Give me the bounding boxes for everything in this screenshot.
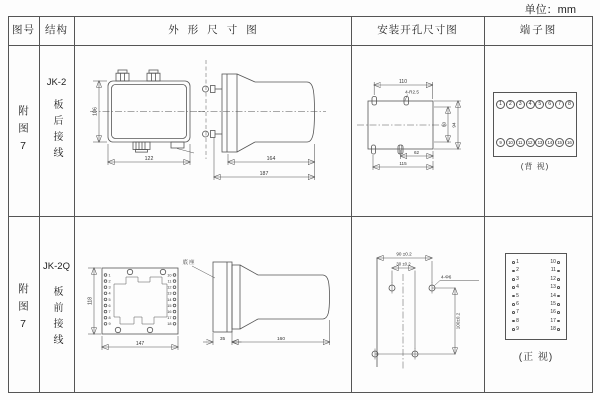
plate-terminal-6: 6 bbox=[108, 303, 111, 308]
row1-wiring: 板后接线 bbox=[51, 99, 62, 163]
dim-r2-front-height: 118 bbox=[87, 297, 94, 305]
dim-r1-outer-height: 94 bbox=[451, 122, 457, 128]
terminal-row bbox=[512, 294, 560, 299]
terminal-2: 2 bbox=[506, 100, 515, 109]
terminal-num-18: 18 bbox=[550, 326, 556, 332]
row2-plate-terminals-left bbox=[104, 273, 110, 326]
terminal-num-10: 10 bbox=[550, 259, 556, 265]
terminal-3: 3 bbox=[516, 100, 525, 109]
unit-label: 单位：mm bbox=[524, 4, 576, 16]
row1-terminals-bottom bbox=[496, 138, 574, 147]
terminal-row bbox=[512, 302, 560, 307]
dim-r2-hole-note: 4-Φ6 bbox=[441, 274, 452, 280]
plate-terminal-4: 4 bbox=[108, 291, 111, 296]
row2-terminal-box bbox=[505, 253, 567, 340]
dim-r1-top-width: 110 bbox=[399, 79, 407, 85]
dim-r1-inner-width: 62 bbox=[413, 150, 420, 155]
plate-terminal-10: 10 bbox=[167, 273, 172, 278]
dim-r2-v-span: 100±0.2 bbox=[455, 312, 461, 330]
terminal-dot bbox=[557, 328, 560, 331]
row1-fig-no-cell bbox=[8, 100, 39, 164]
terminal-dot bbox=[512, 303, 515, 306]
terminal-dot bbox=[557, 278, 560, 281]
terminal-row bbox=[512, 319, 560, 324]
terminal-num-8: 8 bbox=[516, 317, 519, 324]
terminal-row bbox=[512, 268, 560, 273]
row1-mounting-view bbox=[357, 79, 461, 170]
terminal-row bbox=[512, 285, 560, 290]
terminal-dot bbox=[512, 311, 515, 314]
plate-terminal-9: 9 bbox=[108, 322, 111, 327]
row2-wiring-cell bbox=[39, 281, 74, 355]
terminal-16: 16 bbox=[565, 138, 574, 147]
row2-wiring: 板前接线 bbox=[51, 286, 62, 350]
terminal-num-17: 17 bbox=[550, 317, 556, 324]
terminal-row bbox=[512, 310, 560, 315]
terminal-1: 1 bbox=[496, 100, 505, 109]
dim-r2-base-depth: 35 bbox=[219, 337, 226, 342]
terminal-num-9: 9 bbox=[516, 326, 519, 332]
row2-fig-no: 附图7 bbox=[17, 283, 29, 337]
header-outline: 外形尺寸图 bbox=[168, 24, 266, 36]
base-label: 底座 bbox=[182, 260, 196, 266]
terminal-dot bbox=[512, 286, 515, 289]
terminal-dot bbox=[557, 270, 560, 273]
dim-r2-front-width: 147 bbox=[135, 341, 145, 347]
terminal-13: 13 bbox=[535, 138, 544, 147]
dim-r1-front-width: 122 bbox=[144, 156, 154, 162]
terminal-num-16: 16 bbox=[550, 309, 556, 316]
plate-terminal-14: 14 bbox=[167, 297, 172, 302]
terminal-7: 7 bbox=[555, 100, 564, 109]
plate-terminal-16: 16 bbox=[167, 310, 172, 314]
terminal-num-4: 4 bbox=[516, 284, 519, 291]
row1-model: JK-2 bbox=[46, 77, 67, 88]
row1-side-view bbox=[198, 60, 326, 180]
terminal-num-5: 5 bbox=[516, 292, 519, 299]
terminal-num-6: 6 bbox=[516, 300, 519, 307]
plate-terminal-11: 11 bbox=[167, 279, 172, 284]
terminal-12: 12 bbox=[526, 138, 535, 147]
terminal-num-13: 13 bbox=[550, 284, 556, 291]
row2-front-view bbox=[88, 258, 216, 350]
terminal-num-14: 14 bbox=[550, 292, 556, 299]
terminal-14: 14 bbox=[545, 138, 554, 147]
plate-terminal-12: 12 bbox=[167, 285, 172, 290]
header-structure: 结构 bbox=[45, 24, 68, 36]
terminal-4: 4 bbox=[526, 100, 535, 109]
terminal-row bbox=[512, 260, 560, 265]
terminal-5: 5 bbox=[535, 100, 544, 109]
row2-side-view bbox=[203, 262, 330, 345]
terminal-num-3: 3 bbox=[516, 275, 519, 282]
terminal-dot bbox=[512, 320, 515, 323]
terminal-8: 8 bbox=[565, 100, 574, 109]
plate-terminal-2: 2 bbox=[108, 279, 111, 284]
plate-terminal-8: 8 bbox=[108, 316, 111, 321]
terminal-6: 6 bbox=[545, 100, 554, 109]
row1-wiring-cell bbox=[39, 94, 74, 168]
terminal-num-7: 7 bbox=[516, 309, 519, 316]
row2-plate-terminals-right bbox=[167, 273, 176, 326]
terminal-dot bbox=[557, 295, 560, 298]
terminal-num-1: 1 bbox=[516, 259, 519, 265]
header-terminal: 端子图 bbox=[519, 24, 558, 36]
terminal-dot bbox=[557, 303, 560, 306]
row2-model: JK-2Q bbox=[43, 261, 70, 272]
terminal-11: 11 bbox=[516, 138, 525, 147]
row2-fig-no-cell bbox=[8, 278, 39, 342]
dim-r1-hole-note: 4-R2.5 bbox=[405, 89, 419, 95]
dim-r1-side-depth-total: 187 bbox=[259, 171, 269, 177]
header-mounting: 安装开孔尺寸图 bbox=[377, 24, 458, 36]
row1-mounting-drawing bbox=[351, 45, 484, 216]
row2-mounting-view bbox=[372, 252, 479, 370]
dim-r1-front-height: 106 bbox=[92, 107, 99, 116]
terminal-dot bbox=[512, 270, 515, 273]
plate-terminal-1: 1 bbox=[108, 273, 111, 278]
row2-mounting-drawing bbox=[351, 217, 484, 393]
plate-terminal-5: 5 bbox=[108, 297, 111, 302]
plate-terminal-17: 17 bbox=[167, 316, 172, 321]
terminal-row bbox=[512, 327, 560, 332]
row1-view-label: (背 视) bbox=[520, 162, 550, 171]
header-fig-no: 图号 bbox=[12, 24, 35, 36]
terminal-dot bbox=[557, 311, 560, 314]
terminal-dot bbox=[512, 295, 515, 298]
terminal-15: 15 bbox=[555, 138, 564, 147]
row1-fig-no: 附图7 bbox=[17, 105, 29, 159]
terminal-9: 9 bbox=[496, 138, 505, 147]
row2-outline-drawing bbox=[74, 217, 351, 393]
row2-view-label: (正 视) bbox=[518, 352, 554, 363]
terminal-num-11: 11 bbox=[550, 267, 556, 274]
terminal-dot bbox=[512, 328, 515, 331]
plate-terminal-7: 7 bbox=[108, 310, 111, 314]
terminal-dot bbox=[512, 261, 515, 264]
dim-r1-inner-height: 80 bbox=[441, 121, 447, 128]
plate-terminal-15: 15 bbox=[167, 303, 172, 308]
row1-outline-drawing bbox=[74, 45, 351, 216]
terminal-dot bbox=[557, 286, 560, 289]
plate-terminal-18: 18 bbox=[167, 322, 172, 327]
dim-r2-body-depth: 160 bbox=[276, 337, 286, 342]
dim-r2-inner-span: 30 ±0.2 bbox=[396, 261, 411, 267]
row1-front-view bbox=[90, 70, 205, 165]
terminal-num-2: 2 bbox=[516, 267, 519, 274]
dim-r1-outer-width: 115 bbox=[399, 161, 407, 166]
terminal-dot bbox=[557, 261, 560, 264]
terminal-dot bbox=[512, 278, 515, 281]
terminal-row bbox=[512, 277, 560, 282]
terminal-num-15: 15 bbox=[550, 300, 556, 307]
row1-terminals-top bbox=[496, 100, 574, 109]
terminal-10: 10 bbox=[506, 138, 515, 147]
terminal-dot bbox=[557, 320, 560, 323]
terminal-num-12: 12 bbox=[550, 275, 556, 282]
plate-terminal-13: 13 bbox=[167, 291, 172, 296]
dim-r1-side-depth-body: 164 bbox=[266, 156, 276, 162]
plate-terminal-3: 3 bbox=[108, 285, 111, 290]
dim-r2-h-span: 90 ±0.2 bbox=[396, 251, 412, 257]
col-divider-4 bbox=[484, 16, 485, 393]
row2-terminal-list bbox=[512, 260, 560, 332]
